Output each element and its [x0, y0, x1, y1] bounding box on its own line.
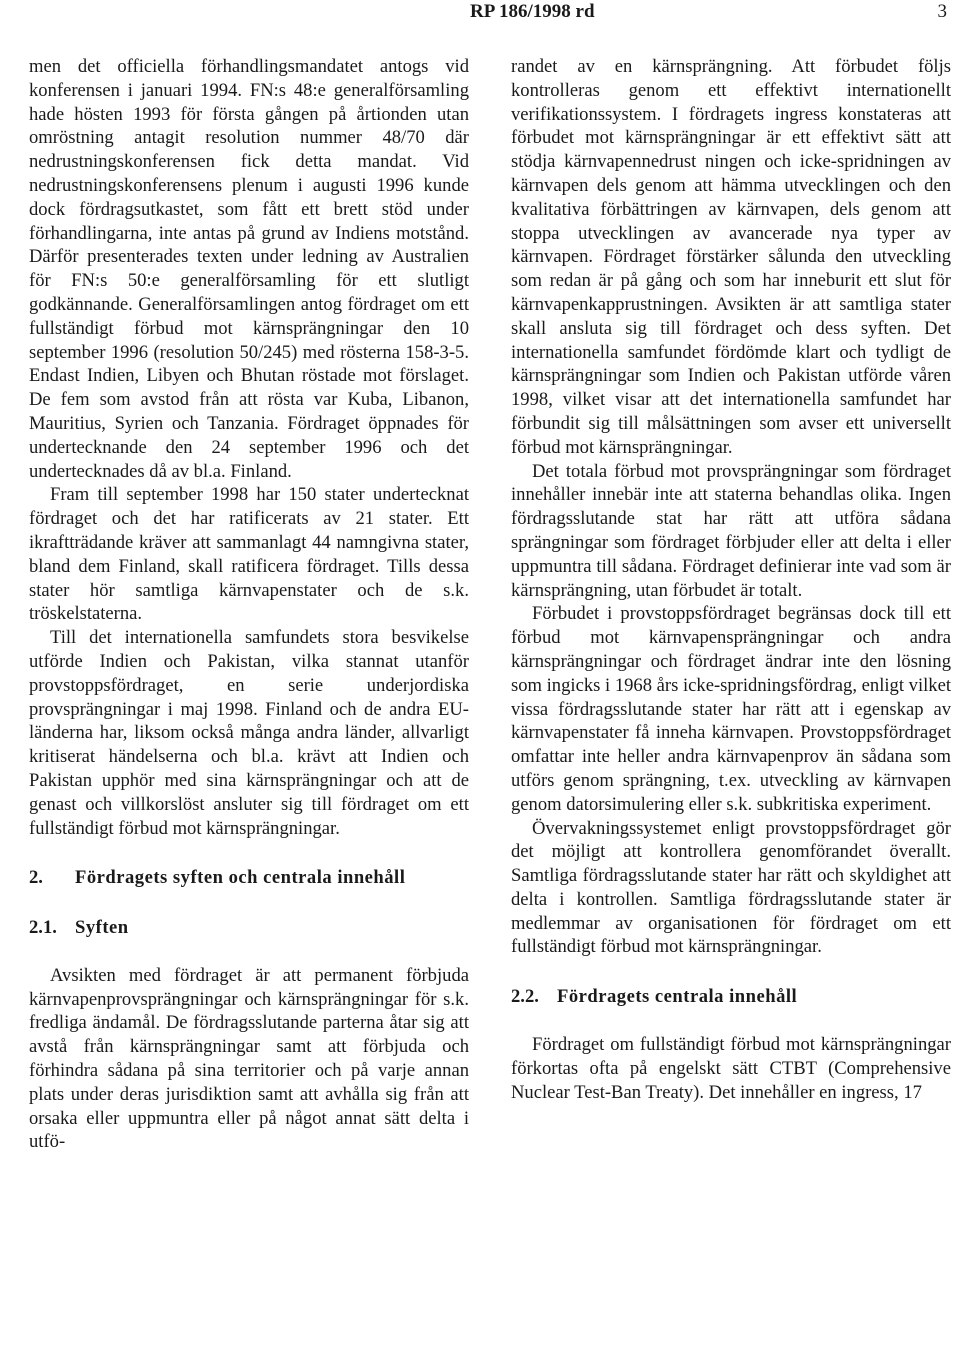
paragraph: Övervakningssystemet enligt provstoppsfördraget gör det möjligt att kontrollera genomförandet överallt. Samtliga fördragsslutande stater har rätt och skyldighet att delta i kontrollen. Samtliga fördragsslutande stater är medlemmar av organisationen för fördraget om ett fullständigt förbud mot kärnsprängningar.: [511, 817, 951, 958]
paragraph: men det officiella förhandlingsmandatet antogs vid konferensen i januari 1994. FN:s 48:e generalförsamling hade hösten 1993 för första gången på årtionden utan omröstning antagit resolution nummer 48/70 där nedrustningskonferensen fick detta mandat. Vid nedrustningskonferensens plenum i augusti 1996 kunde dock fördragsutkastet, som fått ett brett stöd under förhandlingarna, inte antas på grund av Indiens motstånd. Därför presenterades texten under ledning av Australien för FN:s 50:e generalförsamling för ett slutligt godkännande. Generalförsamlingen antog fördraget om ett fullständigt förbud mot kärnsprängningar den 10 september 1996 (resolution 50/245) med rösterna 158-3-5. Endast Indien, Libyen och Bhutan röstade mot förslaget. De fem som avstod från att rösta var Kuba, Libanon, Mauritius, Syrien och Tanzania. Fördraget öppnades för undertecknande den 24 september 1996 och det undertecknades då av bl.a. Finland.: [29, 56, 469, 482]
paragraph: Förbudet i provstoppsfördraget begränsas dock till ett förbud mot kärnvapensprängningar och andra kärnsprängningar och fördraget ändrar inte den lösning som ingicks i 1968 års icke-spridningsfördrag, enligt vilket vissa fördragsslutande stater har rätt att i egenskap av kärnvapenstater få inneha kärnvapen. Provstoppsfördraget omfattar inte heller andra kärnvapenprov än sådana som utförs genom sprängning, t.ex. utveckling av kärnvapen genom datorsimulering eller s.k. subkritiska experiment.: [511, 603, 951, 815]
subsection-number: 2.1.: [29, 917, 57, 939]
paragraph: Fördraget om fullständigt förbud mot kärnsprängningar förkortas ofta på engelskt sätt CTBT (Comprehensive Nuclear Test-Ban Treaty). Det innehåller en ingress, 17: [511, 1034, 951, 1103]
left-column: [29, 55, 469, 1154]
page-header: [470, 0, 955, 26]
subsection-title: Syften: [75, 917, 129, 939]
subsection-heading: [511, 985, 951, 1009]
right-column: [511, 55, 951, 1104]
paragraph: Fram till september 1998 har 150 stater undertecknat fördraget och det har ratificerats av 21 stater. Ett ikraftträdande kräver att sammanlagt 44 namngivna stater, bland dem Finland, skall ratificera fördraget. Tills dessa stater hör samtliga kärnvapenstater och de s.k. tröskelstaterna.: [29, 484, 469, 625]
subsection-number: 2.2.: [511, 986, 539, 1008]
subsection-title: Fördragets centrala innehåll: [557, 986, 798, 1008]
paragraph: Till det internationella samfundets stora besvikelse utförde Indien och Pakistan, vilka stannat utanför provstoppsfördraget, en serie underjordiska provsprängningar i maj 1998. Finland och de andra EU-länderna har, liksom också många andra länder, allvarligt kritiserat händelserna och bl.a. krävt att Indien och Pakistan upphör med sina kärnsprängningar och att de genast och villkorslöst ansluter sig till fördraget om ett fullständigt förbud mot kärnsprängningar.: [29, 627, 469, 839]
section-title: Fördragets syften och centrala innehåll: [75, 867, 406, 889]
document-id: RP 186/1998 rd: [470, 1, 595, 22]
paragraph: randet av en kärnsprängning. Att förbudet följs kontrolleras genom ett effektivt internationellt verifikationssystem. I fördragets ingress konstateras att förbudet mot kärnsprängningar är ett effektivt sätt att stödja kärnvapennedrust ningen och icke-spridningen av kärnvapen dels genom att hämma utvecklingen och den kvalitativa förbättringen av kärnvapen, dels genom att stoppa utvecklingen av avancerade nya typer av kärnvapen. Fördraget förstärker sålunda den utveckling som redan är på gång och som har inneburit ett slut för kärnvapenkapprustningen. Avsikten är att samtliga stater skall ansluta sig till fördraget och dess syften. Det internationella samfundet fördömde klart och tydligt de kärnsprängningar som Indien och Pakistan utförde våren 1998, vilket visar att det internationella samfundet har förbundit sig till målsättningen som avser ett universellt förbud mot kärnsprängningar.: [511, 56, 951, 458]
paragraph: Avsikten med fördraget är att permanent förbjuda kärnvapenprovsprängningar och kärnsprängningar för s.k. fredliga ändamål. De fördragsslutande parterna åtar sig att avstå från kärnsprängningar samt att förbjuda och förhindra sådana på sina territorier och på varje annan plats under deras jurisdiktion samt att avhålla sig från att orsaka eller uppmuntra eller på något annat sätt delta i utfö-: [29, 964, 469, 1153]
section-number: 2.: [29, 867, 43, 889]
subsection-heading: [29, 916, 469, 940]
paragraph: Det totala förbud mot provsprängningar som fördraget innehåller innebär inte att staterna behandlas olika. Ingen fördragsslutande stat har rätt att utföra sådana sprängningar som fördraget förbjuder eller att delta i eller uppmuntra till sådana. Fördraget definierar inte vad som är kärnsprängning, utan förbudet är totalt.: [511, 460, 951, 601]
section-heading: [29, 866, 469, 890]
page-number: 3: [937, 1, 947, 22]
